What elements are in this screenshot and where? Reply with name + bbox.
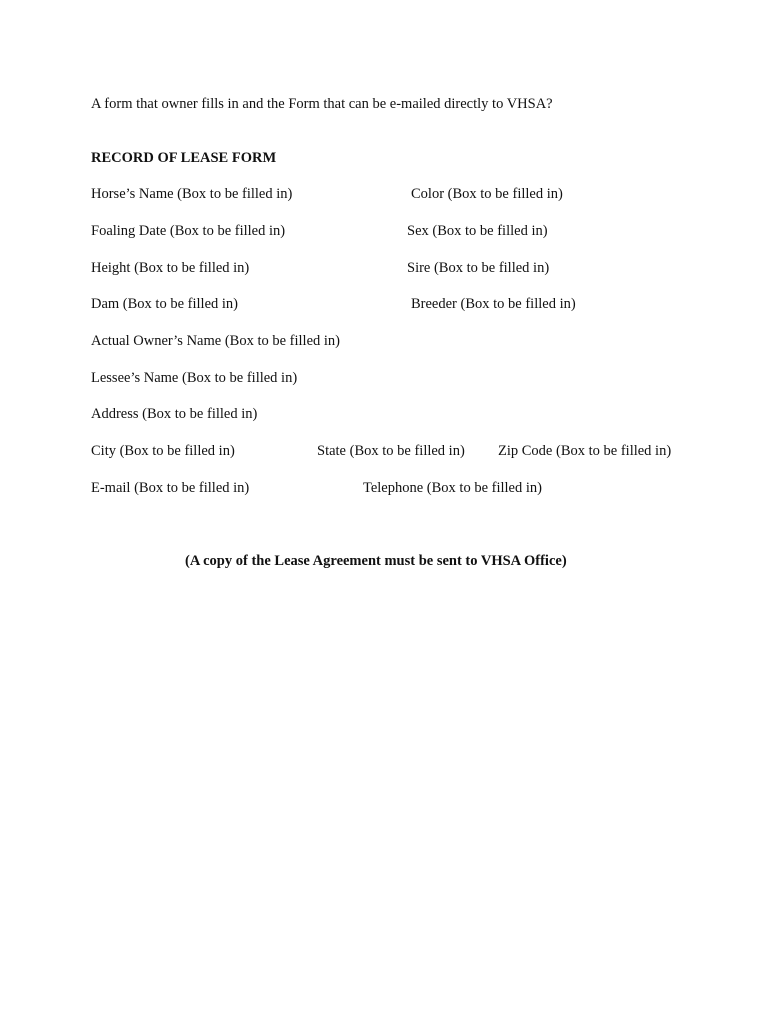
sex-field: Sex (Box to be filled in) bbox=[407, 223, 548, 239]
lessee-name-field: Lessee’s Name (Box to be filled in) bbox=[91, 370, 298, 386]
height-field: Height (Box to be filled in) bbox=[91, 260, 250, 276]
form-title: RECORD OF LEASE FORM bbox=[91, 150, 277, 166]
color-field: Color (Box to be filled in) bbox=[411, 186, 563, 202]
address-field: Address (Box to be filled in) bbox=[91, 406, 258, 422]
breeder-field: Breeder (Box to be filled in) bbox=[411, 296, 576, 312]
intro-text: A form that owner fills in and the Form that can be e-mailed directly to VHSA? bbox=[91, 96, 553, 112]
sire-field: Sire (Box to be filled in) bbox=[407, 260, 550, 276]
email-field: E-mail (Box to be filled in) bbox=[91, 480, 250, 496]
telephone-field: Telephone (Box to be filled in) bbox=[363, 480, 542, 496]
footer-note: (A copy of the Lease Agreement must be sent to VHSA Office) bbox=[185, 553, 567, 569]
dam-field: Dam (Box to be filled in) bbox=[91, 296, 238, 312]
actual-owner-name-field: Actual Owner’s Name (Box to be filled in) bbox=[91, 333, 340, 349]
horse-name-field: Horse’s Name (Box to be filled in) bbox=[91, 186, 293, 202]
zip-code-field: Zip Code (Box to be filled in) bbox=[498, 443, 672, 459]
city-field: City (Box to be filled in) bbox=[91, 443, 235, 459]
state-field: State (Box to be filled in) bbox=[317, 443, 465, 459]
foaling-date-field: Foaling Date (Box to be filled in) bbox=[91, 223, 286, 239]
